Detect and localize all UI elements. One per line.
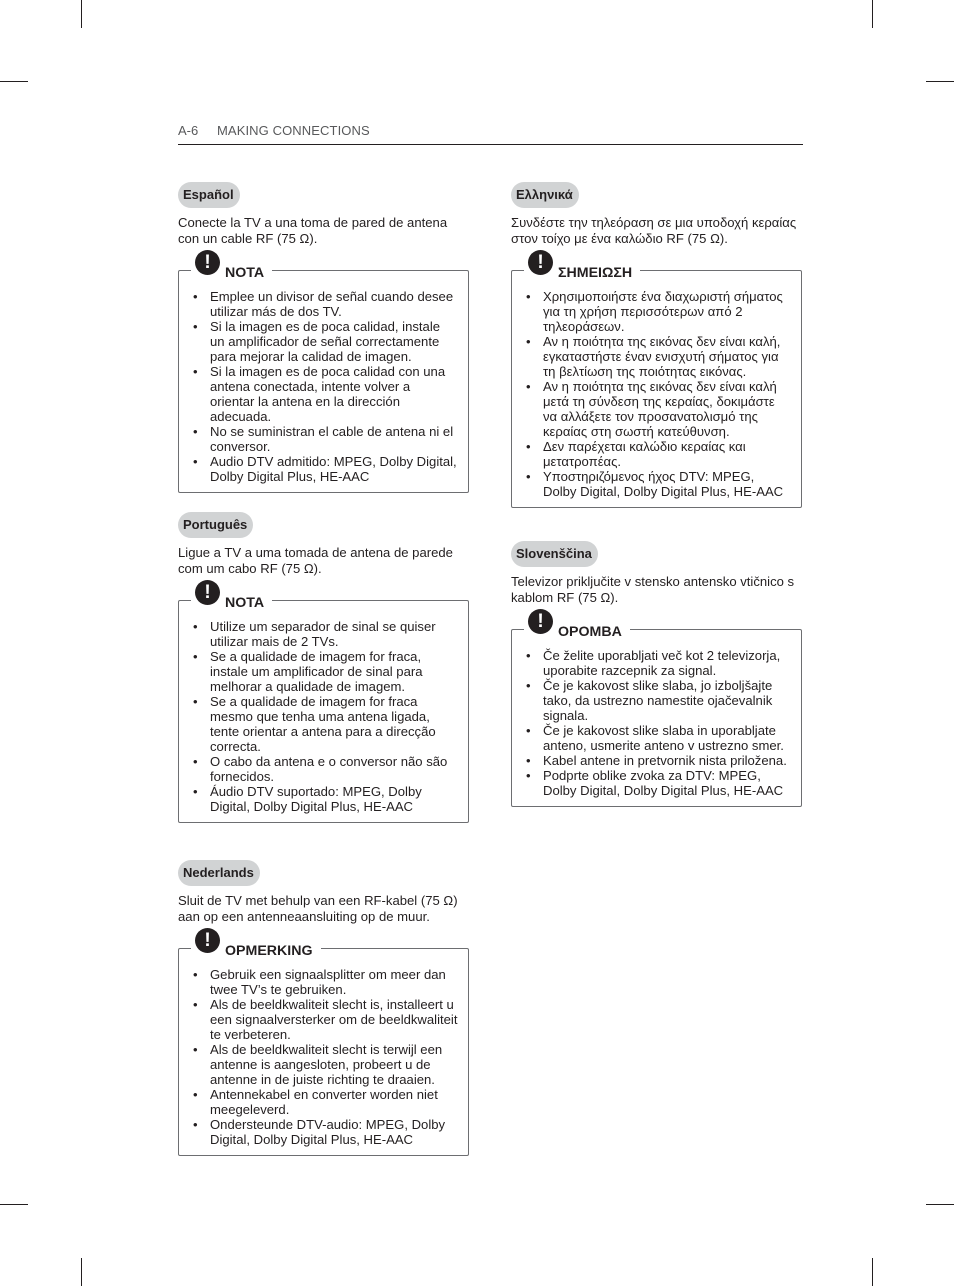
intro-text: Sluit de TV met behulp van een RF-kabel (75 Ω) aan op een antenneaansluiting op de muur. (178, 893, 458, 924)
note-item: • Kabel antene in pretvornik nista priložena. (526, 753, 791, 768)
crop-mark (81, 0, 82, 28)
note-item: • Αν η ποιότητα της εικόνας δεν είναι καλή, εγκαταστήστε έναν ενισχυτή σήματος για τη βελτίωση της ποιότητας εικόνας. (526, 334, 791, 379)
note-item: • Gebruik een signaalsplitter om meer dan twee TV’s te gebruiken. (193, 967, 458, 997)
language-label: Slovenščina (511, 541, 598, 567)
note-item: • Αν η ποιότητα της εικόνας δεν είναι καλή μετά τη σύνδεση της κεραίας, δοκιμάστε να αλλάξετε τον προσανατολισμό της κεραίας στη σωστή κατεύθυνση. (526, 379, 791, 439)
note-item: • Se a qualidade de imagem for fraca, instale um amplificador de sinal para melhorar a qualidade de imagem. (193, 649, 458, 694)
note-item: • Als de beeldkwaliteit slecht is terwijl een antenne is aangesloten, probeert u de antenne in de juiste richting te draaien. (193, 1042, 458, 1087)
language-label: Ελληνικά (511, 182, 579, 208)
note-item: • Antennekabel en converter worden niet meegeleverd. (193, 1087, 458, 1117)
note-item: • Utilize um separador de sinal se quiser utilizar mais de 2 TVs. (193, 619, 458, 649)
page-header (178, 122, 803, 145)
note-header (524, 248, 640, 282)
exclamation-icon: ! (528, 609, 553, 634)
note-title: ΣΗΜΕΙΩΣΗ (558, 265, 633, 281)
note-title: OPMERKING (225, 943, 313, 959)
exclamation-icon: ! (528, 250, 553, 275)
exclamation-icon: ! (195, 580, 220, 605)
crop-mark (926, 81, 954, 82)
page-title: MAKING CONNECTIONS (217, 123, 370, 138)
note-title: NOTA (225, 595, 265, 611)
note-item: • Če želite uporabljati več kot 2 televizorja, uporabite razcepnik za signal. (526, 648, 791, 678)
note-box (511, 611, 802, 807)
note-header (191, 248, 272, 282)
intro-text: Televizor priključite v stensko antensko vtičnico s kablom RF (75 Ω). (511, 574, 795, 605)
page-number: A-6 (178, 123, 199, 138)
note-item: • Če je kakovost slike slaba in uporabljate anteno, usmerite anteno v ustrezno smer. (526, 723, 791, 753)
crop-mark (0, 81, 28, 82)
note-box (511, 252, 802, 508)
note-list (526, 648, 791, 798)
crop-mark (872, 0, 873, 28)
crop-mark (81, 1258, 82, 1286)
language-label: Español (178, 182, 240, 208)
note-header (191, 578, 272, 612)
note-item: • Si la imagen es de poca calidad, instale un amplificador de señal correctamente para mejorar la calidad de imagen. (193, 319, 458, 364)
note-item: • No se suministran el cable de antena ni el conversor. (193, 424, 458, 454)
note-item: • O cabo da antena e o conversor não são fornecidos. (193, 754, 458, 784)
note-title: OPOMBA (558, 624, 622, 640)
note-box (178, 252, 469, 493)
exclamation-icon: ! (195, 250, 220, 275)
intro-text: Conecte la TV a una toma de pared de antena con un cable RF (75 Ω). (178, 215, 448, 246)
note-item: • Δεν παρέχεται καλώδιο κεραίας και μετατροπέας. (526, 439, 791, 469)
intro-text: Συνδέστε την τηλεόραση σε μια υποδοχή κεραίας στον τοίχο με ένα καλώδιο RF (75 Ω). (511, 215, 797, 246)
language-label: Português (178, 512, 253, 538)
section-slovenian (511, 541, 802, 807)
note-box (178, 582, 469, 823)
language-label: Nederlands (178, 860, 260, 886)
note-item: • Se a qualidade de imagem for fraca mesmo que tenha uma antena ligada, tente orientar a antena para a direcção correcta. (193, 694, 458, 754)
note-list (193, 289, 458, 484)
exclamation-icon: ! (195, 928, 220, 953)
note-header (191, 926, 321, 960)
section-portuguese (178, 512, 469, 823)
section-dutch (178, 860, 469, 1156)
crop-mark (926, 1204, 954, 1205)
section-greek (511, 182, 802, 508)
note-item: • Υποστηριζόμενος ήχος DTV: MPEG, Dolby Digital, Dolby Digital Plus, HE-AAC (526, 469, 791, 499)
note-box (178, 930, 469, 1156)
note-list (193, 967, 458, 1147)
intro-text: Ligue a TV a uma tomada de antena de parede com um cabo RF (75 Ω). (178, 545, 453, 576)
note-title: NOTA (225, 265, 265, 281)
note-item: • Emplee un divisor de señal cuando desee utilizar más de dos TV. (193, 289, 458, 319)
note-item: • Χρησιμοποιήστε ένα διαχωριστή σήματος για τη χρήση περισσότερων από 2 τηλεοράσεων. (526, 289, 791, 334)
note-item: • Če je kakovost slike slaba, jo izboljšajte tako, da ustrezno namestite ojačevalnik signala. (526, 678, 791, 723)
note-item: • Ondersteunde DTV-audio: MPEG, Dolby Digital, Dolby Digital Plus, HE-AAC (193, 1117, 458, 1147)
note-list (526, 289, 791, 499)
crop-mark (0, 1204, 28, 1205)
crop-mark (872, 1258, 873, 1286)
note-item: • Podprte oblike zvoka za DTV: MPEG, Dolby Digital, Dolby Digital Plus, HE-AAC (526, 768, 791, 798)
note-header (524, 607, 630, 641)
note-item: • Audio DTV admitido: MPEG, Dolby Digital, Dolby Digital Plus, HE-AAC (193, 454, 458, 484)
note-item: • Áudio DTV suportado: MPEG, Dolby Digital, Dolby Digital Plus, HE-AAC (193, 784, 458, 814)
note-item: • Als de beeldkwaliteit slecht is, installeert u een signaalversterker om de beeldkwaliteit te verbeteren. (193, 997, 458, 1042)
section-spanish (178, 182, 469, 493)
note-list (193, 619, 458, 814)
note-item: • Si la imagen es de poca calidad con una antena conectada, intente volver a orientar la antena en la dirección adecuada. (193, 364, 458, 424)
